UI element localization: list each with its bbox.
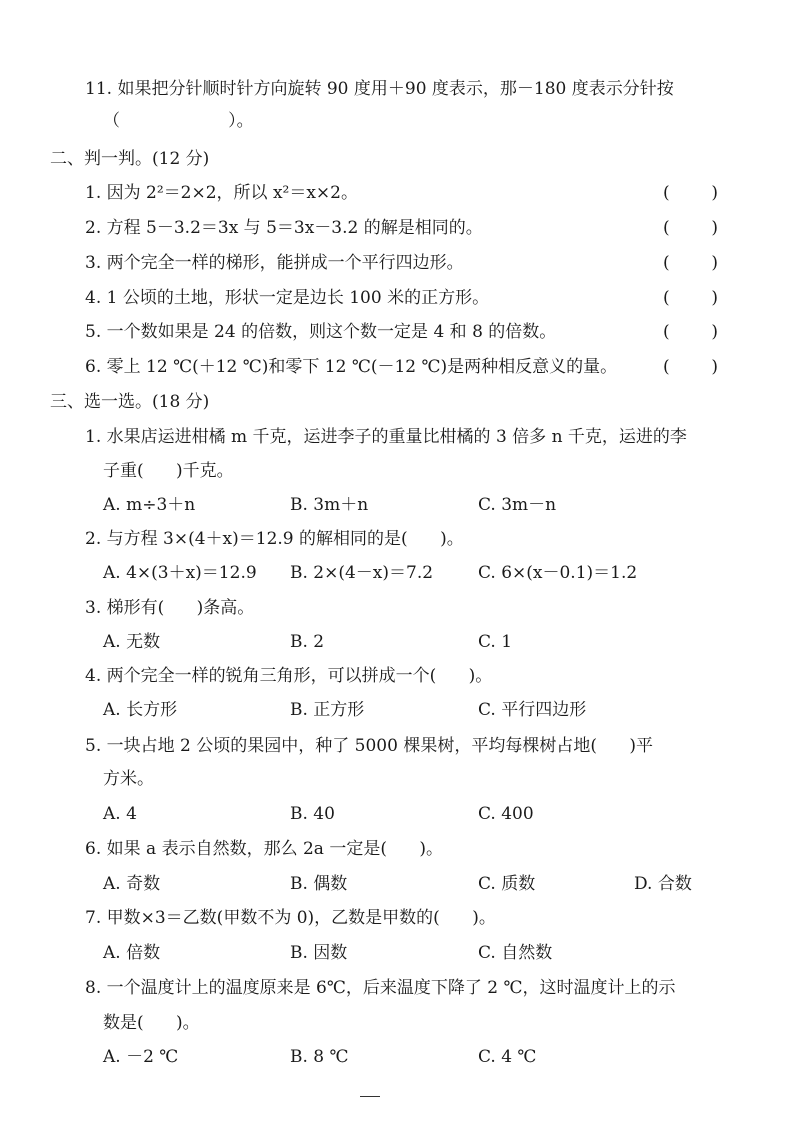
choice-q6-option-a[interactable]: A. 奇数 (103, 874, 161, 894)
choice-q8-option-c[interactable]: C. 4 ℃ (478, 1047, 537, 1067)
section3-title: 三、选一选。(18 分) (50, 392, 210, 412)
section2-title: 二、判一判。(12 分) (50, 149, 210, 169)
choice-q6-option-b[interactable]: B. 偶数 (290, 874, 348, 894)
judge-answer-3[interactable]: ( ) (663, 253, 718, 273)
choice-q6-option-d[interactable]: D. 合数 (634, 874, 692, 894)
choice-q1-option-c[interactable]: C. 3m－n (478, 495, 557, 515)
q11-line1: 11. 如果把分针顺时针方向旋转 90 度用＋90 度表示，那－180 度表示分针按 (85, 79, 674, 99)
choice-q8-option-a[interactable]: A. －2 ℃ (103, 1047, 179, 1067)
judge-answer-5[interactable]: ( ) (663, 322, 718, 342)
judge-item-3: 3. 两个完全一样的梯形，能拼成一个平行四边形。 (85, 253, 464, 273)
choice-q2-line1: 2. 与方程 3×(4＋x)＝12.9 的解相同的是( )。 (85, 529, 464, 549)
judge-answer-2[interactable]: ( ) (663, 218, 718, 238)
choice-q6-option-c[interactable]: C. 质数 (478, 874, 536, 894)
choice-q2-option-c[interactable]: C. 6×(x－0.1)＝1.2 (478, 563, 638, 583)
choice-q7-line1: 7. 甲数×3＝乙数(甲数不为 0)，乙数是甲数的( )。 (85, 908, 496, 928)
choice-q2-option-a[interactable]: A. 4×(3＋x)＝12.9 (103, 563, 257, 583)
choice-q5-line1: 5. 一块占地 2 公顷的果园中，种了 5000 棵果树，平均每棵树占地( )平 (85, 736, 654, 756)
choice-q1-line2: 子重( )千克。 (103, 461, 234, 481)
choice-q7-option-b[interactable]: B. 因数 (290, 943, 348, 963)
judge-answer-6[interactable]: ( ) (663, 357, 718, 377)
choice-q1-line1: 1. 水果店运进柑橘 m 千克，运进李子的重量比柑橘的 3 倍多 n 千克，运进的李 (85, 427, 687, 447)
page-footer-divider (360, 1096, 380, 1097)
choice-q4-option-a[interactable]: A. 长方形 (103, 700, 178, 720)
q11-line2: （ ）。 (103, 111, 254, 131)
judge-item-6: 6. 零上 12 ℃(＋12 ℃)和零下 12 ℃(－12 ℃)是两种相反意义的量。 (85, 357, 618, 377)
choice-q2-option-b[interactable]: B. 2×(4－x)＝7.2 (290, 563, 434, 583)
judge-answer-4[interactable]: ( ) (663, 288, 718, 308)
choice-q6-line1: 6. 如果 a 表示自然数，那么 2a 一定是( )。 (85, 839, 444, 859)
choice-q5-option-b[interactable]: B. 40 (290, 804, 335, 824)
choice-q1-option-a[interactable]: A. m÷3＋n (103, 495, 196, 515)
choice-q7-option-a[interactable]: A. 倍数 (103, 943, 161, 963)
choice-q8-line1: 8. 一个温度计上的温度原来是 6℃，后来温度下降了 2 ℃，这时温度计上的示 (85, 978, 676, 998)
judge-answer-1[interactable]: ( ) (663, 183, 718, 203)
choice-q5-line2: 方米。 (103, 769, 154, 789)
judge-item-5: 5. 一个数如果是 24 的倍数，则这个数一定是 4 和 8 的倍数。 (85, 322, 557, 342)
choice-q7-option-c[interactable]: C. 自然数 (478, 943, 553, 963)
choice-q3-option-b[interactable]: B. 2 (290, 632, 325, 652)
choice-q5-option-a[interactable]: A. 4 (103, 804, 137, 824)
choice-q3-option-c[interactable]: C. 1 (478, 632, 513, 652)
choice-q5-option-c[interactable]: C. 400 (478, 804, 534, 824)
choice-q8-line2: 数是( )。 (103, 1013, 200, 1033)
choice-q3-option-a[interactable]: A. 无数 (103, 632, 161, 652)
choice-q4-option-b[interactable]: B. 正方形 (290, 700, 365, 720)
judge-item-1: 1. 因为 2²＝2×2，所以 x²＝x×2。 (85, 183, 358, 203)
choice-q4-line1: 4. 两个完全一样的锐角三角形，可以拼成一个( )。 (85, 666, 493, 686)
choice-q1-option-b[interactable]: B. 3m＋n (290, 495, 369, 515)
choice-q3-line1: 3. 梯形有( )条高。 (85, 598, 255, 618)
judge-item-4: 4. 1 公顷的土地，形状一定是边长 100 米的正方形。 (85, 288, 490, 308)
choice-q8-option-b[interactable]: B. 8 ℃ (290, 1047, 349, 1067)
judge-item-2: 2. 方程 5－3.2＝3x 与 5＝3x－3.2 的解是相同的。 (85, 218, 483, 238)
choice-q4-option-c[interactable]: C. 平行四边形 (478, 700, 587, 720)
